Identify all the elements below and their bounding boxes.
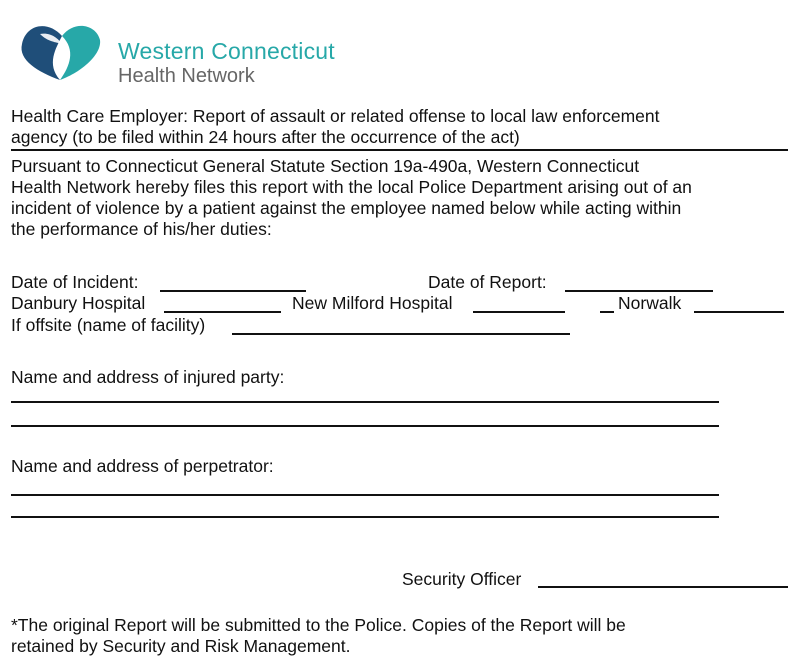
danbury-hospital-line (164, 311, 281, 313)
form-title-line1: Health Care Employer: Report of assault or related offense to local law enforcement (11, 106, 660, 126)
security-officer-line (538, 586, 788, 588)
statute-line-2: Health Network hereby files this report with the local Police Department arising out of an (11, 177, 692, 197)
organization-logo (16, 12, 356, 87)
offsite-facility-label: If offsite (name of facility) (11, 315, 206, 335)
date-of-incident-label: Date of Incident: (11, 272, 139, 292)
injured-party-line-2 (11, 425, 719, 427)
perpetrator-line-2 (11, 516, 719, 518)
statute-line-1: Pursuant to Connecticut General Statute Section 19a-490a, Western Connecticut (11, 156, 640, 176)
title-divider (11, 149, 788, 151)
logo-name-line1: Western Connecticut (118, 38, 335, 64)
form-title-line2: agency (to be filed within 24 hours after the occurrence of the act) (11, 127, 520, 147)
injured-party-line-1 (11, 401, 719, 403)
date-of-report-label: Date of Report: (428, 272, 547, 292)
norwalk-line (694, 311, 784, 313)
date-of-incident-line (160, 290, 306, 292)
footnote-line-1: *The original Report will be submitted to the Police. Copies of the Report will be (11, 615, 626, 635)
security-officer-label: Security Officer (402, 569, 522, 589)
offsite-facility-line (232, 333, 570, 335)
heart-logo-icon (16, 14, 106, 86)
perpetrator-line-1 (11, 494, 719, 496)
norwalk-label: Norwalk (618, 293, 682, 313)
footnote-line-2: retained by Security and Risk Management. (11, 636, 351, 656)
logo-name-line2: Health Network (118, 65, 255, 87)
new-milford-hospital-line (473, 311, 565, 313)
norwalk-prefix-line (600, 311, 614, 313)
danbury-hospital-label: Danbury Hospital (11, 293, 146, 313)
date-of-report-line (565, 290, 713, 292)
statute-line-3: incident of violence by a patient against the employee named below while acting within (11, 198, 682, 218)
statute-line-4: the performance of his/her duties: (11, 219, 272, 239)
perpetrator-label: Name and address of perpetrator: (11, 456, 274, 476)
injured-party-label: Name and address of injured party: (11, 367, 285, 387)
new-milford-hospital-label: New Milford Hospital (292, 293, 453, 313)
